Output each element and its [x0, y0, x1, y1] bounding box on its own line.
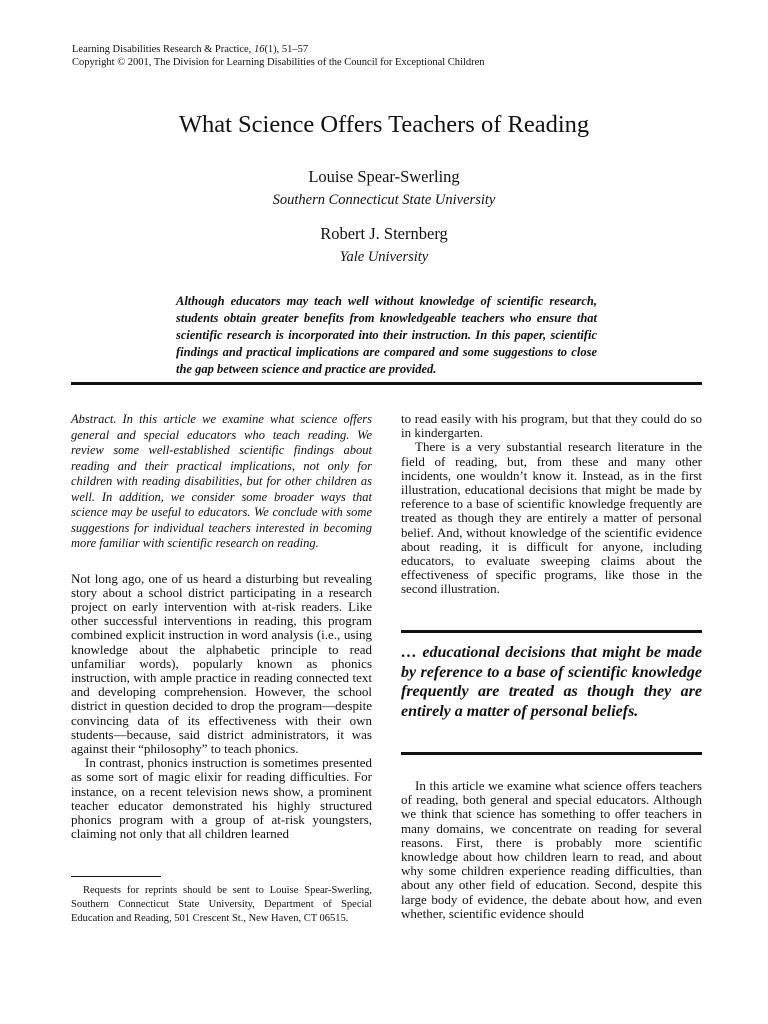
copyright-line: Copyright © 2001, The Division for Learning Disabilities of the Council for Exceptional Children	[72, 57, 485, 68]
footnote-divider	[71, 876, 161, 877]
pull-quote-bottom-rule	[401, 752, 702, 755]
volume-number: 16	[253, 44, 265, 55]
footnote: Requests for reprints should be sent to Louise Spear-Swerling, Southern Connecticut State University, Department of Special Education and Reading, 501 Crescent St., New Haven, CT 06515.	[71, 885, 372, 924]
abstract	[71, 412, 372, 552]
article-title: What Science Offers Teachers of Reading	[178, 111, 590, 138]
section-divider	[71, 382, 702, 385]
right-column-bottom	[401, 779, 702, 921]
journal-header	[72, 43, 485, 69]
pull-quote-top-rule	[401, 630, 702, 633]
citation-line: Learning Disabilities Research & Practice, 16(1), 51–57	[72, 44, 309, 55]
left-column	[71, 412, 372, 841]
abstract-text: In this article we examine what science offers general and special educators who teach reading. We review some well-established scientific findings about reading and their practical implications, not only for children with reading disabilities, but for other children as well. In addition, we consider some broader ways that science may be useful to educators. We conclude with some suggestions for individual teachers interested in becoming more familiar with scientific research on reading.	[71, 412, 372, 550]
right-column-top	[401, 412, 702, 597]
author-name: Robert J. Sternberg	[320, 224, 448, 243]
body-paragraph: Not long ago, one of us heard a disturbing but revealing story about a school district participating in a research project on early intervention with at-risk readers. Like other successful interventions in reading, this program combined explicit instruction in word analysis (i.e., using knowledge about the alphabetic principle to read unfamiliar words), popularly known as phonics instruction, with ample practice in reading connected text and developing comprehension. However, the school district in question decided to drop the program—despite convincing data of its effectiveness with their own students—because, said district administrators, it was against their “philosophy” to teach phonics.	[71, 570, 372, 756]
abstract-label: Abstract.	[71, 412, 117, 426]
summary-paragraph: Although educators may teach well without knowledge of scientific research, students obtain greater benefits from knowledgeable teachers who ensure that scientific research is incorporated into their instruction. In this paper, scientific findings and practical implications are compared and some suggestions to close the gap between science and practice are provided.	[176, 294, 597, 376]
body-paragraph: to read easily with his program, but that they could do so in kindergarten.	[401, 411, 702, 441]
pull-quote: … educational decisions that might be made by reference to a base of scientific knowledge frequently are treated as though they are entirely a matter of personal beliefs.	[401, 644, 702, 720]
author-name: Louise Spear-Swerling	[308, 167, 460, 186]
body-paragraph: In this article we examine what science offers teachers of reading, both general and special educators. Although we think that science has something to offer teachers in many domains, we concentrate on reading for several reasons. First, there is probably more scientific knowledge about how children learn to read, and about why some children experience reading difficulties, than about any other field of education. Second, despite this large body of evidence, the debate about how, and even whether, scientific evidence should	[401, 778, 702, 921]
author-affiliation: Southern Connecticut State University	[272, 192, 496, 208]
author-affiliation: Yale University	[339, 249, 429, 265]
body-paragraph: In contrast, phonics instruction is sometimes presented as some sort of magic elixir for reading difficulties. For instance, on a recent television news show, a prominent teacher educator demonstrated his highly structured phonics program with a group of at-risk youngsters, claiming not only that all children learned	[71, 755, 372, 842]
body-paragraph: There is a very substantial research literature in the field of reading, but, from these and many other incidents, one wouldn’t know it. Instead, as in the first illustration, educational decisions that might be made by reference to a base of scientific knowledge frequently are treated as though they are entirely a matter of personal belief. And, without knowledge of the scientific evidence about reading, it is difficult for anyone, including educators, to evaluate sweeping claims about the effectiveness of specific programs, like those in the second illustration.	[401, 439, 702, 597]
